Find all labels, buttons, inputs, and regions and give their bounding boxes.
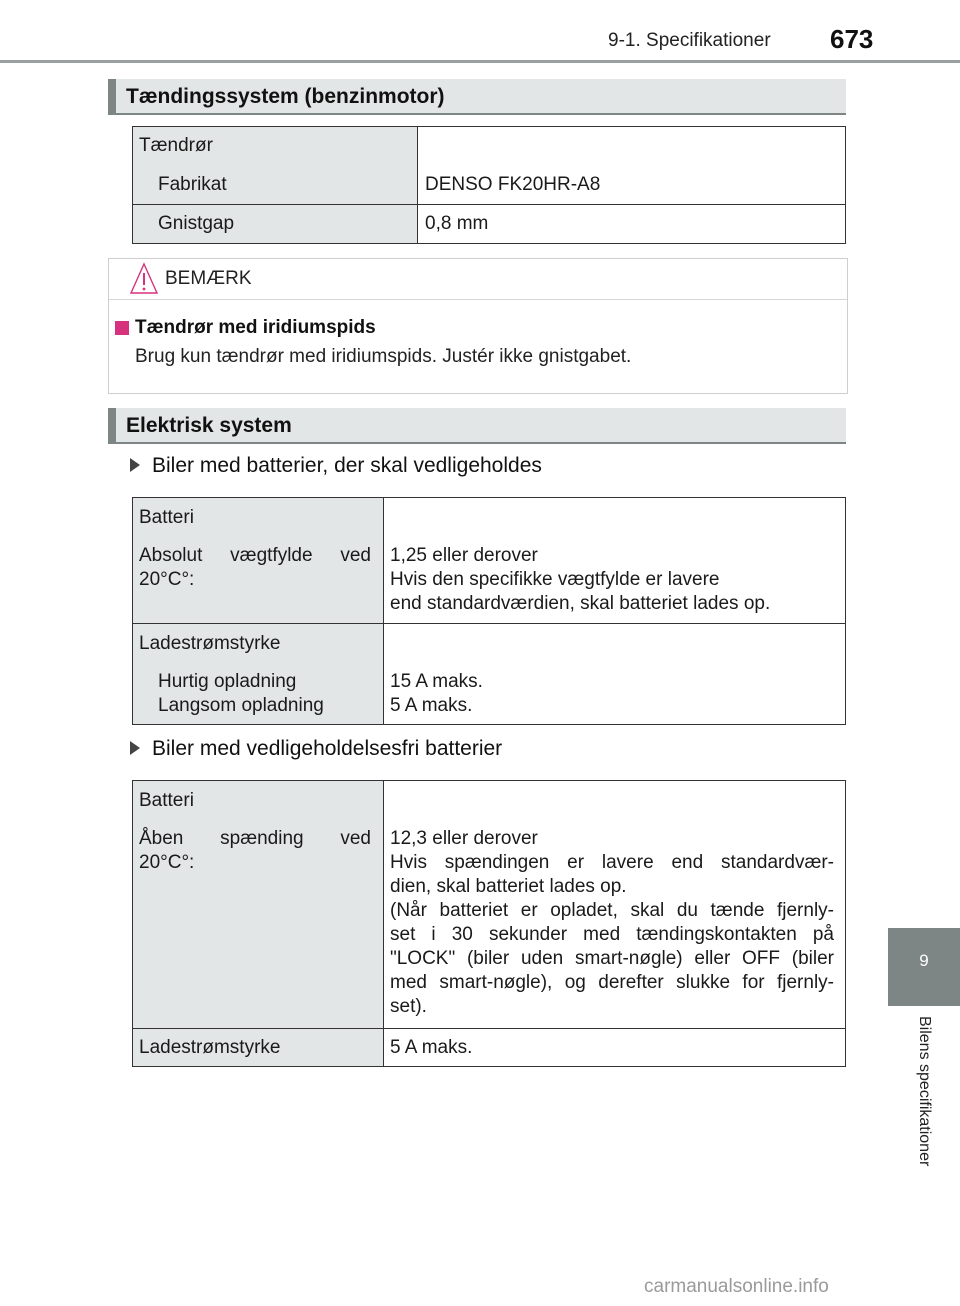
table-cell xyxy=(133,781,384,1029)
slow-charge-value: 5 A maks. xyxy=(390,695,473,716)
notice-subtitle: Tændrør med iridiumspids xyxy=(135,317,376,338)
notice-header xyxy=(109,259,847,300)
gravity-value-line: end standardværdien, skal batteriet lades op. xyxy=(390,593,771,614)
chapter-title: Bilens specifikationer xyxy=(916,1016,933,1167)
gravity-label-line: 20°C°: xyxy=(139,569,195,590)
notice-heading: BEMÆRK xyxy=(165,268,252,289)
maintained-battery-table xyxy=(132,497,846,725)
electrical-title: Elektrisk system xyxy=(126,414,292,437)
voltage-label-line: 20°C°: xyxy=(139,852,195,873)
slow-charge-label: Langsom opladning xyxy=(158,695,324,716)
charge-label: Ladestrømstyrke xyxy=(139,1037,281,1058)
voltage-value-line: 12,3 eller derover xyxy=(390,828,538,849)
maintenance-free-heading-text: Biler med vedligeholdelsesfri batterier xyxy=(152,737,503,760)
warning-icon xyxy=(129,262,159,296)
charge-label: Ladestrømstyrke xyxy=(139,633,281,654)
maintenance-free-battery-table xyxy=(132,780,846,1067)
watermark: carmanualsonline.info xyxy=(644,1276,829,1297)
table-cell xyxy=(384,498,846,624)
quick-charge-value: 15 A maks. xyxy=(390,671,483,692)
table-cell xyxy=(133,1029,384,1067)
voltage-value-line: med smart-nøgle), og derefter slukke for fjernly- xyxy=(390,972,834,993)
notice-text: Brug kun tændrør med iridiumspids. Justér ikke gnistgabet. xyxy=(135,346,632,367)
maintained-heading-text: Biler med batterier, der skal vedligeholdes xyxy=(152,454,542,477)
section-bar xyxy=(108,79,116,115)
voltage-value-line: dien, skal batteriet lades op. xyxy=(390,876,627,897)
voltage-value-line: Hvis spændingen er lavere end standardvær- xyxy=(390,852,834,873)
ignition-section-header xyxy=(108,79,846,115)
maintained-heading xyxy=(130,454,542,478)
table-cell xyxy=(133,205,418,244)
table-cell xyxy=(418,205,846,244)
ignition-table xyxy=(132,126,846,244)
table-row xyxy=(133,127,846,205)
square-bullet-icon xyxy=(115,321,129,335)
voltage-value-line: (Når batteriet er opladet, skal du tænde fjernly- xyxy=(390,900,834,921)
voltage-value-line: set). xyxy=(390,996,427,1017)
header-rule xyxy=(0,60,960,63)
table-row xyxy=(133,624,846,725)
table-cell xyxy=(418,127,846,205)
ignition-title: Tændingssystem (benzinmotor) xyxy=(126,85,445,108)
table-row xyxy=(133,205,846,244)
table-cell xyxy=(384,624,846,725)
table-row xyxy=(133,1029,846,1067)
notice-box xyxy=(108,258,848,394)
make-label: Fabrikat xyxy=(158,174,227,195)
charge-value: 5 A maks. xyxy=(390,1037,473,1058)
battery-label: Batteri xyxy=(139,790,194,811)
gravity-label-line: Absolut vægtfylde ved xyxy=(139,545,371,566)
triangle-bullet-icon xyxy=(130,741,140,755)
gravity-value-line: Hvis den specifikke vægtfylde er lavere xyxy=(390,569,720,590)
triangle-bullet-icon xyxy=(130,458,140,472)
chapter-label xyxy=(888,1016,960,1216)
section-title: 9-1. Specifikationer xyxy=(608,30,771,51)
battery-label: Batteri xyxy=(139,507,194,528)
gap-value: 0,8 mm xyxy=(425,213,489,234)
table-cell xyxy=(384,1029,846,1067)
spark-plug-label: Tændrør xyxy=(139,135,213,156)
gravity-value-line: 1,25 eller derover xyxy=(390,545,538,566)
page-number: 673 xyxy=(830,24,874,54)
gap-label: Gnistgap xyxy=(158,213,235,234)
table-row xyxy=(133,498,846,624)
chapter-tab: 9 xyxy=(888,928,960,1006)
quick-charge-label: Hurtig opladning xyxy=(158,671,297,692)
make-value: DENSO FK20HR-A8 xyxy=(425,174,601,195)
table-cell xyxy=(133,624,384,725)
table-cell xyxy=(133,127,418,205)
section-bar xyxy=(108,408,116,444)
voltage-value-line: "LOCK" (biler uden smart-nøgle) eller OFF (biler xyxy=(390,948,834,969)
table-row xyxy=(133,781,846,1029)
maintenance-free-heading xyxy=(130,737,502,761)
electrical-section-header xyxy=(108,408,846,444)
voltage-value-line: set i 30 sekunder med tændingskontakten på xyxy=(390,924,834,945)
table-cell xyxy=(384,781,846,1029)
table-cell xyxy=(133,498,384,624)
voltage-label-line: Åben spænding ved xyxy=(139,828,371,849)
